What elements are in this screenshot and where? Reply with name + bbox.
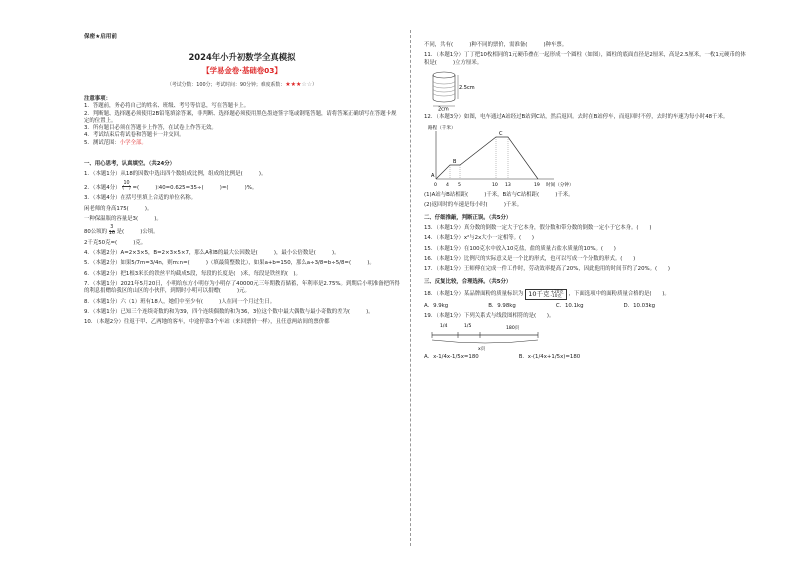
- notes-title: 注意事项：: [84, 95, 111, 102]
- question-10-continued: 不同，共有( )种不同的票价，需准备( )种车票。: [424, 42, 568, 48]
- point-a-label: A: [431, 173, 435, 180]
- coin-bottom-arc: [433, 99, 455, 102]
- question-15: 15．（本题1分）在100克水中放入10克盐，盐的质量占盐水质量的10%。( ): [424, 245, 616, 252]
- weight-main: 10千克: [528, 289, 550, 298]
- notes-item: 3．所有题目必须在答题卡上作答，在试卷上作答无效。: [84, 125, 217, 132]
- notes-item: 1．答题前，务必将自己的姓名、班级、考号等信息，写在答题卡上。: [84, 103, 250, 110]
- diameter-label: 2cm: [438, 106, 449, 111]
- question-19-options: [424, 354, 748, 361]
- segment-total-label: x页: [478, 347, 486, 352]
- difficulty-stars-on: ★★★: [285, 80, 302, 88]
- question-17: 17．（本题1分）王师傅在完成一件工作时，劳动效率提高了20%，因此他用的时间节约了20%。( ): [424, 266, 670, 273]
- question-2-prefix: 2．（本题4分）: [84, 184, 121, 191]
- meta-suffix: ）: [312, 81, 318, 88]
- question-18: [424, 289, 748, 300]
- option-a: A．x-1/4x-1/5x=180: [424, 354, 479, 361]
- coin-layer-lines: [433, 81, 455, 96]
- segment-diagram: [430, 321, 550, 351]
- question-3: 3．（本题4分）在括号里填上合适的单位名称。: [84, 195, 196, 202]
- weight-tolerance: [551, 290, 564, 298]
- question-3d: 2千克50克=( )克。: [84, 239, 147, 246]
- exam-title: 2024年小升初数学全真模拟: [188, 51, 296, 62]
- x-tick-13: 13: [505, 183, 511, 189]
- section-2-title: 二、仔细推敲，判断正误。（共5分）: [424, 214, 512, 221]
- question-13: 13．（本题1分）真分数的倒数一定大于它本身，假分数和带分数的倒数一定小于它本身。( ): [424, 225, 652, 232]
- x-tick-10: 10: [492, 183, 498, 189]
- notes-item: 4．考试结束后将试卷和答题卡一并交回。: [84, 132, 185, 139]
- section-3-title: 三、反复比较，合理选择。（共5分）: [424, 278, 512, 285]
- question-3c-fraction: [109, 226, 115, 237]
- column-divider: [410, 30, 411, 546]
- scope-value: 小学全部。: [119, 139, 147, 146]
- question-16: 16．（本题1分）比例尺的实际意义是一个比的形式，也可以写成一个分数的形式。( ): [424, 255, 636, 262]
- question-18-options: [424, 303, 748, 310]
- option-d: D．10.03kg: [623, 302, 656, 309]
- question-18-suffix: ，下面选项中的面粉质量合格的是( )。: [568, 290, 670, 297]
- option-c: C．10.1kg: [555, 302, 584, 309]
- segment-b-label: 1/5: [464, 324, 472, 330]
- segment-a-label: 1/4: [440, 324, 448, 330]
- question-2-fraction: [122, 182, 131, 193]
- graph-y-label: 路程（千米）: [428, 126, 456, 132]
- question-12-part2: (2)返回时的车速是每小时( )千米。: [424, 202, 523, 209]
- difficulty-stars-off: ☆☆: [301, 80, 313, 88]
- question-1: 1．（本题1分）从18的因数中选出四个数组成比例，组成的比例是( )。: [84, 171, 267, 178]
- question-3a: 闲老师的身高175( )。: [84, 205, 153, 212]
- question-10: 10．（本题2分）往返于甲、乙两地的客车，中途停靠3个车站（来回票价一样），且任意两站间的票价都: [84, 319, 330, 326]
- section-1-title: 一、用心思考，认真填空。（共24分）: [84, 161, 176, 168]
- notes-scope: [84, 140, 400, 147]
- coin-top-ellipse: [433, 72, 455, 78]
- question-3c-suffix: 是( )公顷。: [116, 228, 159, 235]
- question-3c-prefix: 80公顷的: [84, 228, 108, 235]
- weight-minus: -10克: [550, 293, 562, 299]
- question-12: 12．（本题3分）如图，电车通过A站经过B站到C站，然后返回。去时在B站停车，而返回时不停，去时的车速为每小时48千米。: [424, 113, 729, 120]
- x-tick-4: 4: [446, 183, 449, 189]
- total-brace: [432, 340, 538, 343]
- question-2-rest: =( )∶40=0.625=35÷( )=( )%。: [132, 184, 258, 191]
- question-5: 5．（本题2分）如果5/7m=3/4n，则m:n=( )（填最简整数比），如果a+b=150，那么a÷3/8=b÷5/8=( )。: [84, 260, 375, 267]
- graph-x-label: 时间（分钟）: [546, 183, 574, 189]
- option-b: B．9.98kg: [488, 302, 516, 309]
- question-14: 14．（本题1分）x²与2x大小一定相等。( ): [424, 235, 535, 242]
- right-column: [424, 34, 748, 362]
- question-12-part1: (1)A站与B站相距( )千米，B站与C站相距( )千米。: [424, 192, 574, 199]
- scope-label: 5．测试范围：: [84, 139, 120, 146]
- weight-label-box: [525, 289, 566, 300]
- exam-meta: [84, 81, 400, 89]
- question-6: 6．（本题2分）把1根3米长的铁丝平均截成5段，每段的长度是( )米，每段是铁丝的( )。: [84, 270, 301, 277]
- question-9: 9．（本题1分）已知三个连续奇数的和为39，四个连续偶数的和为36，3位这个数中最大偶数与最小奇数的差为( )。: [84, 308, 374, 315]
- x-tick-19: 19: [534, 183, 540, 189]
- fraction-numerator: 10: [123, 180, 130, 186]
- segment-c-label: 180页: [506, 326, 520, 332]
- route-line: [436, 137, 538, 179]
- distance-time-graph: [426, 123, 596, 189]
- confidential-label: 保密★启用前: [84, 34, 117, 40]
- meta-prefix: （考试分数：100分；考试时间：90分钟；难度系数：: [166, 81, 286, 88]
- notes-item: 2．判断题、选择题必须使用2B铅笔填涂答案，非判断、选择题必须使用黑色墨迹签字笔或钢笔答题，请将答案正确填写在答题卡规定的位置上。: [84, 110, 397, 124]
- exam-subtitle: 【学易金卷·基础卷03】: [202, 65, 282, 75]
- question-2: [84, 182, 400, 193]
- x-tick-5: 5: [458, 183, 461, 189]
- fraction-denominator: 16: [108, 230, 115, 236]
- fraction-denominator: ( ): [122, 186, 131, 192]
- coin-stack-figure: [428, 69, 488, 111]
- x-tick-0: 0: [434, 183, 437, 189]
- question-3c: [84, 226, 400, 237]
- question-7: 7．（本题1分）2021年5月20日，小明给东方小明存为小明存了40000元三年期教育储蓄，年利率是2.75%。到期后小明准备把所得的利息捐赠给我区的山区的小伙伴，到期时小明可以捐赠( )元。: [84, 280, 400, 295]
- question-3b: 一种保温瓶的容量是3( )。: [84, 215, 162, 222]
- option-a: A．9.9kg: [424, 302, 449, 309]
- weight-plus: +20克: [550, 289, 564, 295]
- question-4: 4．（本题2分）A=2×3×5，B=2×3×5×7，那么A和B的最大公因数是( )，最小公倍数是( )。: [84, 250, 340, 257]
- question-8: 8．（本题1分）六（1）班有18人，她们中至少有( )人在同一个月过生日。: [84, 298, 276, 305]
- question-18-prefix: 18．（本题1分）某品牌面粉的质量标识为: [424, 290, 524, 297]
- question-11: 11．（本题1分）丁丁把10枚相同的1元硬币叠在一起形成一个圆柱（如图），圆柱的底面直径是2厘米，高是2.5厘米，一枚1元硬币的体积是( )立方厘米。: [424, 52, 746, 66]
- option-b: B．x-(1/4x+1/5x)=180: [518, 354, 581, 361]
- fraction-numerator: 3: [110, 225, 114, 231]
- point-c-label: C: [499, 131, 503, 138]
- point-b-label: B: [453, 159, 457, 166]
- height-label: 2.5cm: [459, 84, 475, 91]
- question-19: 19．（本题1分）下列关系式与线段图相符的是( )。: [424, 312, 555, 319]
- left-column: [84, 34, 400, 326]
